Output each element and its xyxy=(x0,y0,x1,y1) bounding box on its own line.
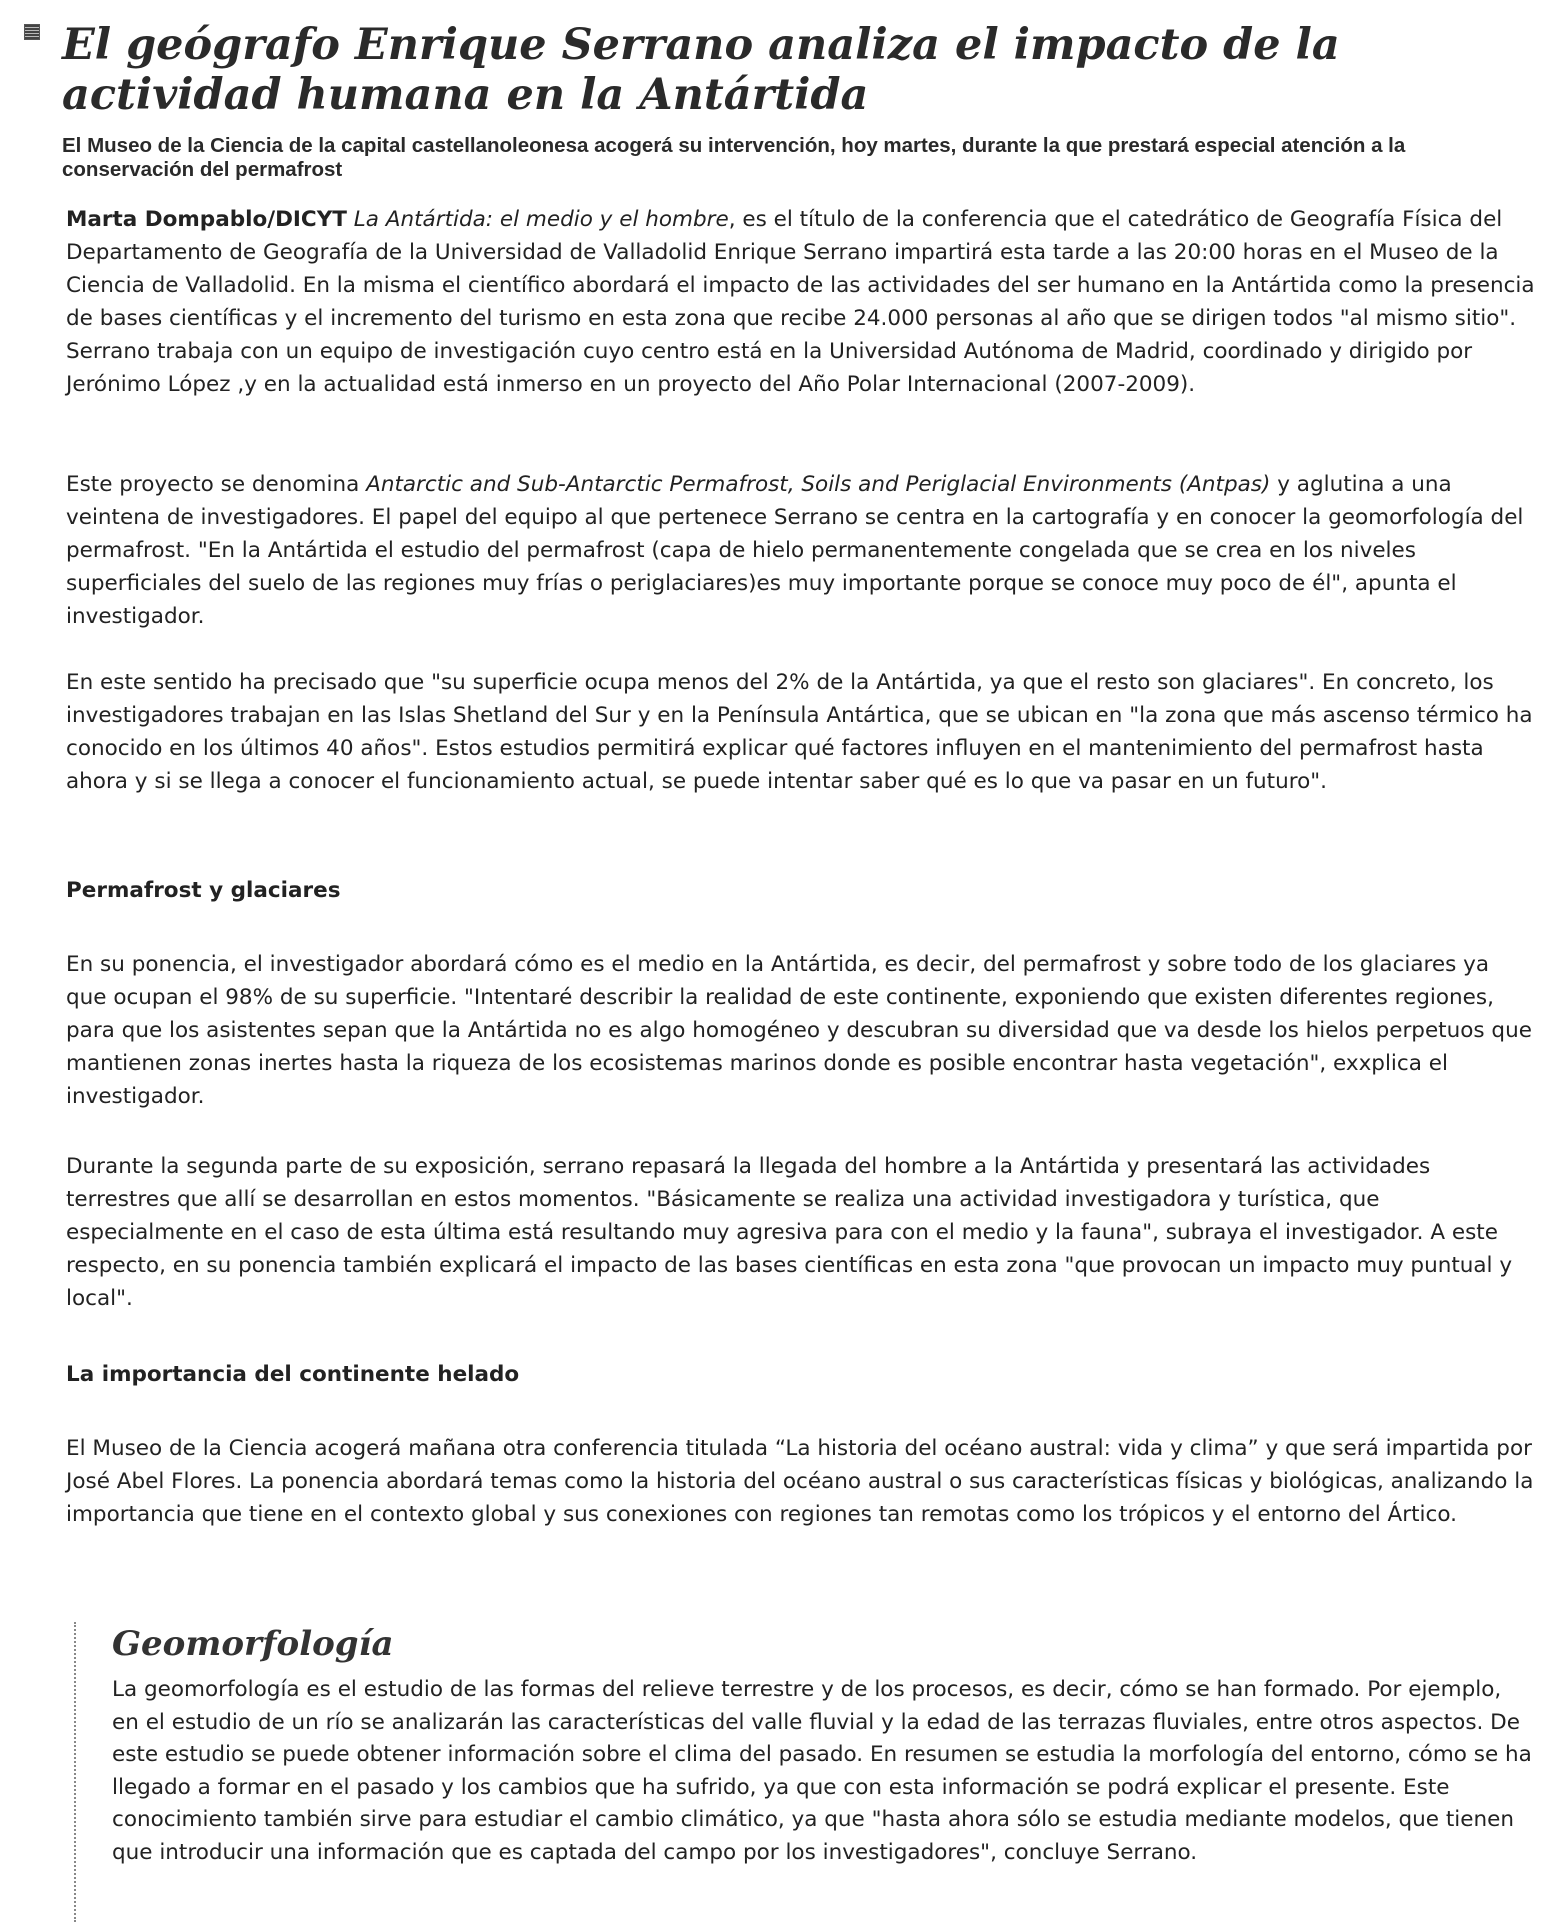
paragraph-segunda-parte: Durante la segunda parte de su exposición, serrano repasará la llegada del hombre a la Antártida y presentará las actividades terrestres que allí se desarrollan en estos momentos. "Básicamente se realiza una actividad investigadora y turística, que especialmente en el caso de esta última está resultando muy agresiva para con el medio y la fauna", subraya el investigador. A este respecto, en su ponencia también explicará el impacto de las bases científicas en esta zona "que provocan un impacto muy puntual y local". xyxy=(66,1154,1513,1311)
paragraph-project-text: y aglutina a una veintena de investigadores. El papel del equipo al que pertenece Serrano se centra en la cartografía y en conocer la geomorfología del permafrost. "En la Antártida el estudio del permafrost (capa de hielo permanentemente congelada que se crea en los niveles superficiales del suelo de las regiones muy frías o periglaciares)es muy importante porque se conoce muy poco de él", apunta el investigador. xyxy=(66,472,1524,629)
section-heading-importancia: La importancia del continente helado xyxy=(66,1362,520,1387)
box-text: La geomorfología es el estudio de las formas del relieve terrestre y de los procesos, es decir, cómo se han formado. Por ejemplo, en el estudio de un río se analizarán las características del valle fluvial y la edad de las terrazas fluviales, entre otros aspectos. De este estudio se puede obtener información sobre el clima del pasado. En resumen se estudia la morfología del entorno, cómo se ha llegado a formar en el pasado y los cambios que ha sufrido, ya que con esta información se podrá explicar el presente. Este conocimiento también sirve para estudiar el cambio climático, ya que "hasta ahora sólo se estudia mediante modelos, que tienen que introducir una información que es captada del campo por los investigadores", concluye Serrano. xyxy=(112,1677,1532,1865)
project-name: Antarctic and Sub-Antarctic Permafrost, Soils and Periglacial Environments (Antpas) xyxy=(366,472,1271,497)
geomorfologia-box xyxy=(74,1622,1546,1922)
section-heading-permafrost: Permafrost y glaciares xyxy=(66,878,341,903)
article-subtitle: El Museo de la Ciencia de la capital castellanoleonesa acogerá su intervención, hoy martes, durante la que prestará especial atención a la conservación del permafrost xyxy=(62,134,1406,181)
paragraph-project-lead: Este proyecto se denomina xyxy=(66,472,367,497)
article-headline: El geógrafo Enrique Serrano analiza el impacto de la actividad humana en la Antártida xyxy=(62,20,1340,120)
box-title: Geomorfología xyxy=(112,1624,394,1664)
byline: Marta Dompablo/DICYT xyxy=(66,207,347,232)
paragraph-ponencia: En su ponencia, el investigador abordará cómo es el medio en la Antártida, es decir, del permafrost y sobre todo de los glaciares ya que ocupan el 98% de su superficie. "Intentaré describir la realidad de este continente, exponiendo que existen diferentes regiones, para que los asistentes sepan que la Antártida no es algo homogéneo y descubran su diversidad que va desde los hielos perpetuos que mantienen zonas inertes hasta la riqueza de los ecosistemas marinos donde es posible encontrar hasta vegetación", exxplica el investigador. xyxy=(66,952,1532,1109)
bullet-square-icon xyxy=(24,24,40,40)
paragraph-museo: El Museo de la Ciencia acogerá mañana otra conferencia titulada “La historia del océano austral: vida y clima” y que será impartida por José Abel Flores. La ponencia abordará temas como la historia del océano austral o sus características físicas y biológicas, analizando la importancia que tiene en el contexto global y sus conexiones con regiones tan remotas como los trópicos y el entorno del Ártico. xyxy=(66,1436,1534,1527)
paragraph-intro-text: , es el título de la conferencia que el catedrático de Geografía Física del Departamento de Geografía de la Universidad de Valladolid Enrique Serrano impartirá esta tarde a las 20:00 horas en el Museo de la Ciencia de Valladolid. En la misma el científico abordará el impacto de las actividades del ser humano en la Antártida como la presencia de bases científicas y el incremento del turismo en esta zona que recibe 24.000 personas al año que se dirigen todos "al mismo sitio". Serrano trabaja con un equipo de investigación cuyo centro está en la Universidad Autónoma de Madrid, coordinado y dirigido por Jerónimo López ,y en la actualidad está inmerso en un proyecto del Año Polar Internacional (2007-2009). xyxy=(66,207,1535,397)
talk-title: La Antártida: el medio y el hombre xyxy=(353,207,729,232)
paragraph-intro xyxy=(66,203,1536,401)
paragraph-project xyxy=(66,468,1536,633)
paragraph-surface: En este sentido ha precisado que "su superficie ocupa menos del 2% de la Antártida, ya que el resto son glaciares". En concreto, los investigadores trabajan en las Islas Shetland del Sur y en la Península Antártica, que se ubican en "la zona que más ascenso térmico ha conocido en los últimos 40 años". Estos estudios permitirá explicar qué factores influyen en el mantenimiento del permafrost hasta ahora y si se llega a conocer el funcionamiento actual, se puede intentar saber qué es lo que va pasar en un futuro". xyxy=(66,670,1533,794)
